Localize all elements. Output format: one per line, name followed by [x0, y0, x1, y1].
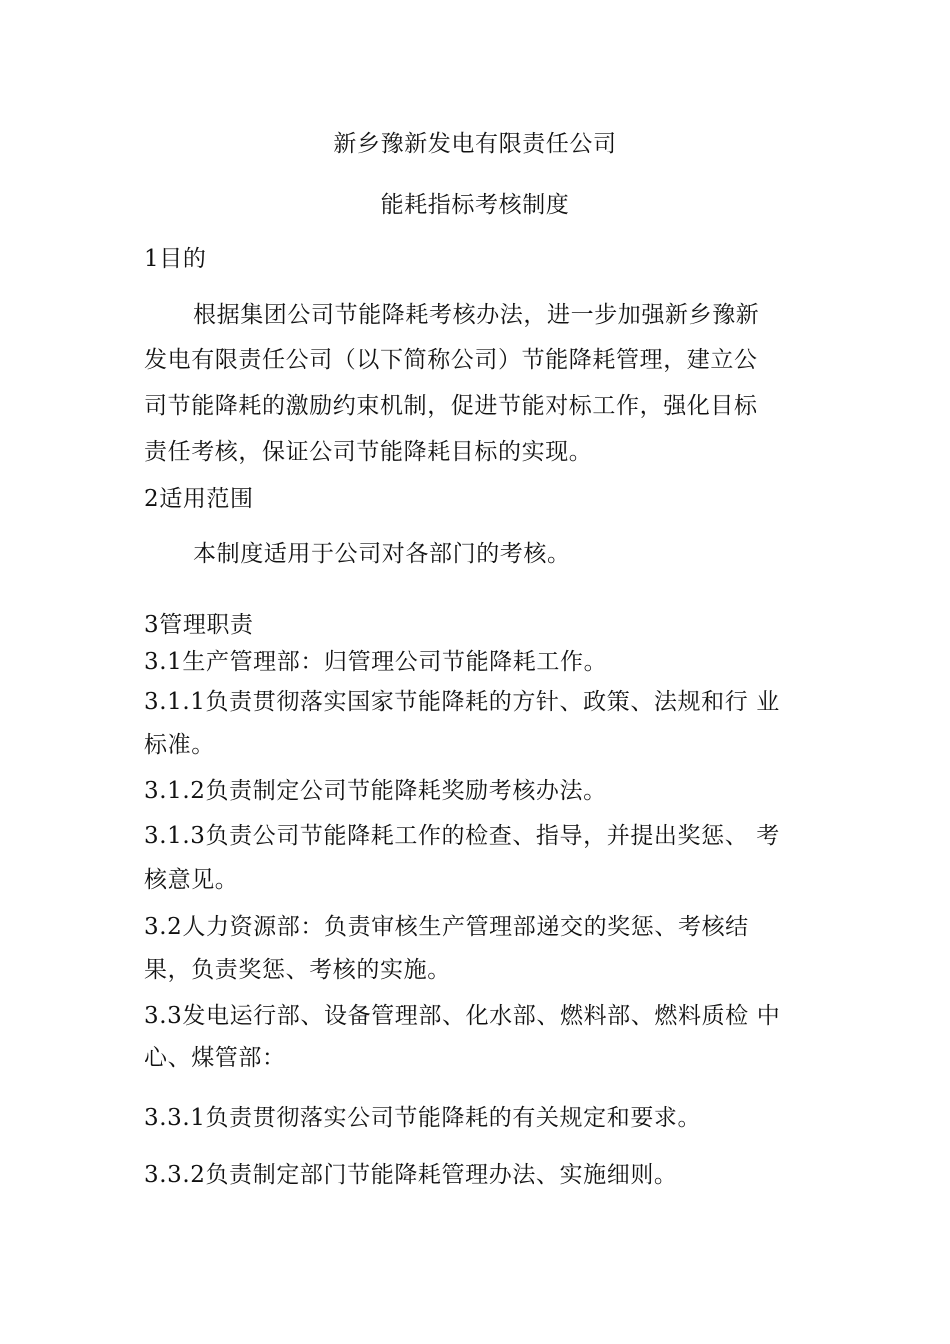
paragraph-line: 根据集团公司节能降耗考核办法，进一步加强新乡豫新 — [193, 302, 760, 328]
section-heading-scope: 2适用范围 — [144, 486, 254, 512]
paragraph-line: 本制度适用于公司对各部门的考核。 — [193, 541, 571, 567]
clause-line: 心、煤管部： — [144, 1045, 286, 1071]
clause-line: 3.3.1负责贯彻落实公司节能降耗的有关规定和要求。 — [144, 1105, 702, 1131]
clause-line: 3.1生产管理部：归管理公司节能降耗工作。 — [144, 649, 608, 675]
clause-line: 3.3发电运行部、设备管理部、化水部、燃料部、燃料质检 中 — [144, 1003, 781, 1029]
clause-line: 标准。 — [144, 732, 215, 758]
section-heading-purpose: 1目的 — [144, 246, 207, 272]
clause-line: 核意见。 — [144, 867, 239, 893]
document-subtitle: 能耗指标考核制度 — [380, 192, 570, 218]
clause-line: 3.1.2负责制定公司节能降耗奖励考核办法。 — [144, 778, 607, 804]
clause-line: 3.1.3负责公司节能降耗工作的检查、指导，并提出奖惩、 考 — [144, 823, 780, 849]
paragraph-line: 责任考核，保证公司节能降耗目标的实现。 — [144, 439, 593, 465]
clause-line: 3.3.2负责制定部门节能降耗管理办法、实施细则。 — [144, 1162, 678, 1188]
section-heading-responsibilities: 3管理职责 — [144, 612, 254, 638]
paragraph-line: 发电有限责任公司（以下简称公司）节能降耗管理，建立公 — [144, 347, 758, 373]
paragraph-line: 司节能降耗的激励约束机制，促进节能对标工作，强化目标 — [144, 393, 758, 419]
clause-line: 3.1.1负责贯彻落实国家节能降耗的方针、政策、法规和行 业 — [144, 689, 780, 715]
document-title: 新乡豫新发电有限责任公司 — [333, 131, 617, 157]
clause-line: 果，负责奖惩、考核的实施。 — [144, 957, 451, 983]
clause-line: 3.2人力资源部：负责审核生产管理部递交的奖惩、考核结 — [144, 914, 749, 940]
